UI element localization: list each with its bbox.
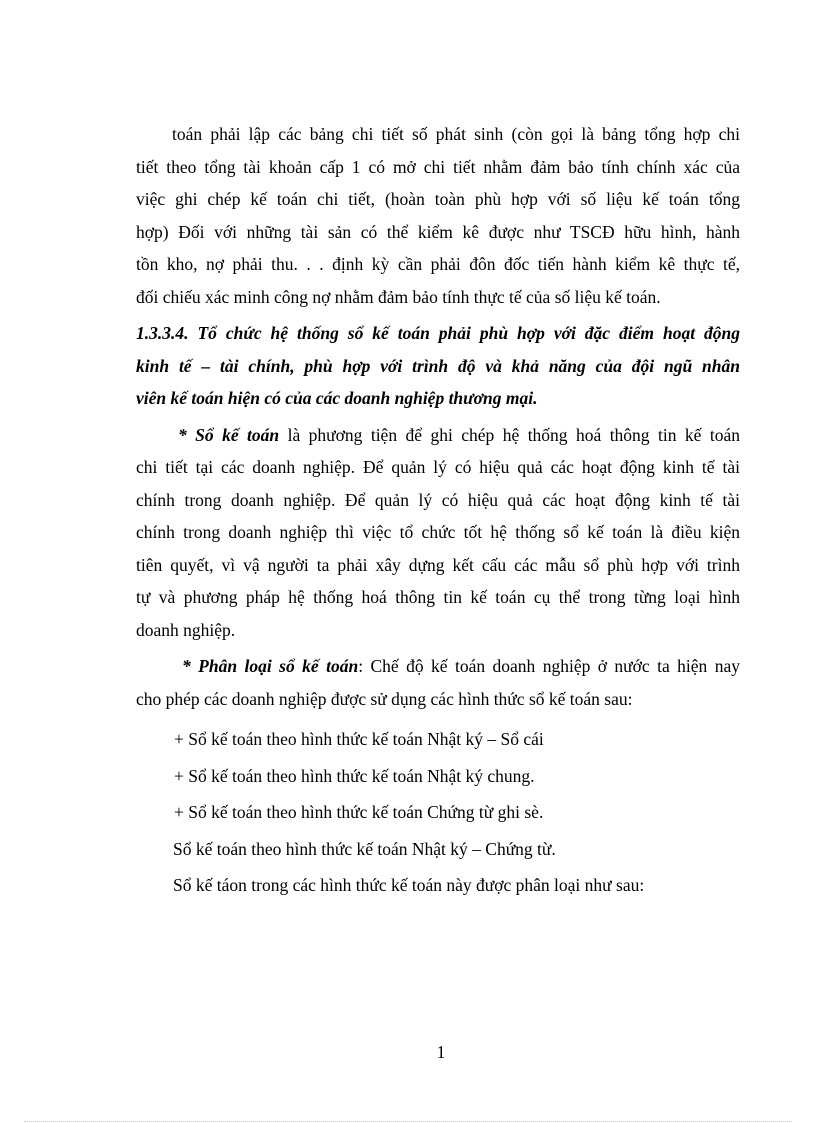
paragraph-line: việc ghi chép kế toán chi tiết, (hoàn toàn phù hợp với số liệu kế toán tổng: [136, 189, 740, 209]
paragraph-line: tồn kho, nợ phải thu. . . định kỳ cần phải đôn đốc tiến hành kiểm kê thực tế,: [136, 254, 740, 274]
heading-line: viên kế toán hiện có của các doanh nghiệp thương mại.: [136, 388, 538, 408]
paragraph-line: [136, 419, 740, 452]
closing-sentence: Sổ kế táon trong các hình thức kế toán này được phân loại như sau:: [173, 875, 645, 895]
paragraph-line: tiết theo tổng tài khoản cấp 1 có mở chi tiết nhằm đảm bảo tính chính xác của: [136, 156, 740, 177]
page-bottom-divider: [24, 1121, 792, 1122]
paragraph-line: tự và phương pháp hệ thống hoá thông tin kế toán cụ thể trong từng loại hình: [136, 587, 740, 607]
list-item: + Sổ kế toán theo hình thức kế toán Chứng từ ghi sè.: [174, 802, 544, 822]
section-heading: [136, 317, 740, 415]
heading-line: 1.3.3.4. Tổ chức hệ thống sổ kế toán phải phù hợp với đặc điểm hoạt động: [136, 323, 740, 343]
paragraph-line: chính trong doanh nghiệp. Để quản lý có hiệu quả các hoạt động kinh tế tài: [136, 489, 740, 510]
paragraph-line: toán phải lập các bảng chi tiết số phát sinh (còn gọi là bảng tổng hợp chi: [172, 124, 740, 144]
ledger-forms-list: [136, 723, 740, 865]
paragraph-line: tiên quyết, vì vậ người ta phải xây dựng kết cấu các mẫu sổ phù hợp với trình: [136, 554, 740, 575]
paragraph-accounting-detail: [136, 118, 740, 313]
term-label: * Sổ kế toán: [178, 424, 280, 445]
term-label: * Phân loại sổ kế toán: [182, 656, 359, 676]
page-number: 1: [436, 1042, 446, 1062]
paragraph-line: chi tiết tại các doanh nghiệp. Để quản lý có hiệu quả các hoạt động kinh tế tài: [136, 457, 740, 477]
heading-line: kinh tế – tài chính, phù hợp với trình độ và khả năng của đội ngũ nhân: [136, 355, 740, 376]
paragraph-text: : Chế độ kế toán doanh nghiệp ở nước ta hiện nay: [358, 656, 740, 676]
paragraph-line: cho phép các doanh nghiệp được sử dụng các hình thức sổ kế toán sau:: [136, 688, 633, 709]
list-item: + Sổ kế toán theo hình thức kế toán Nhật ký chung.: [174, 765, 535, 786]
paragraph-line: doanh nghiệp.: [136, 619, 236, 640]
paragraph-ledger-definition: [136, 419, 740, 647]
paragraph-line: chính trong doanh nghiệp thì việc tổ chức tốt hệ thống sổ kế toán là điều kiện: [136, 522, 740, 542]
paragraph-text: là phương tiện để ghi chép hệ thống hoá thông tin kế toán: [279, 424, 740, 445]
paragraph-line: [136, 650, 740, 683]
page-body: [136, 118, 740, 902]
paragraph-ledger-classification: [136, 650, 740, 715]
list-item: Sổ kế toán theo hình thức kế toán Nhật ký – Chứng từ.: [173, 838, 556, 859]
paragraph-line: đối chiếu xác minh công nợ nhằm đảm bảo tính thực tế của số liệu kế toán.: [136, 286, 661, 307]
list-item: + Sổ kế toán theo hình thức kế toán Nhật ký – Sổ cái: [174, 729, 544, 749]
paragraph-line: hợp) Đối với những tài sản có thể kiểm kê được như TSCĐ hữu hình, hành: [136, 221, 740, 242]
